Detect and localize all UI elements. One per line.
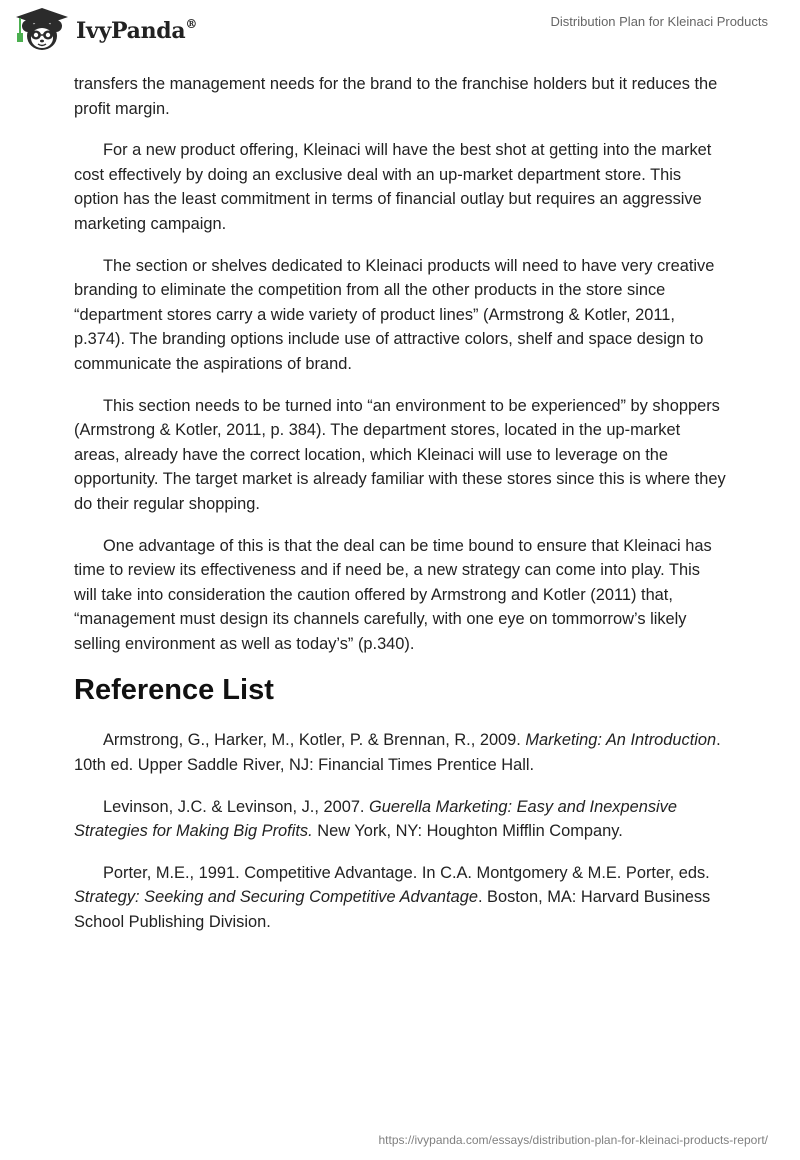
paragraph: This section needs to be turned into “an environment to be experienced” by shoppers (Armstrong & Kotler, 2011, p. 384). The department stores, located in the up-market areas, already have the correct location, which Kleinaci will use to leverage on the opportunity. The target market is already familiar with these stores since this is where they do their regular shopping. xyxy=(74,396,726,513)
ivypanda-logo[interactable] xyxy=(14,6,197,54)
panda-graduate-icon xyxy=(14,6,70,54)
reference-item: Armstrong, G., Harker, M., Kotler, P. & Brennan, R., 2009. Marketing: An Introduction. 10th ed. Upper Saddle River, NJ: Financial Times Prentice Hall. xyxy=(74,731,721,775)
document-title: Distribution Plan for Kleinaci Products xyxy=(550,14,768,29)
reference-item: Porter, M.E., 1991. Competitive Advantage. In C.A. Montgomery & M.E. Porter, eds. Strategy: Seeking and Securing Competitive Advantage. Boston, MA: Harvard Business School Publishing Division. xyxy=(74,863,711,932)
reference-list-heading: Reference List xyxy=(74,674,274,707)
paragraph: For a new product offering, Kleinaci will have the best shot at getting into the market cost effectively by doing an exclusive deal with an up-market department store. This option has the least commitment in terms of financial outlay but requires an aggressive marketing campaign. xyxy=(74,141,712,233)
paragraph: One advantage of this is that the deal can be time bound to ensure that Kleinaci has time to review its effectiveness and if need be, a new strategy can come into play. This will take into consideration the caution offered by Armstrong and Kotler (2011) that, “management must design its channels carefully, with one eye on tommorrow’s likely selling environment as well as today’s” (p.340). xyxy=(74,536,712,653)
reference-item: Levinson, J.C. & Levinson, J., 2007. Guerella Marketing: Easy and Inexpensive Strategies for Making Big Profits. New York, NY: Houghton Mifflin Company. xyxy=(74,797,677,841)
paragraph-continued: transfers the management needs for the brand to the franchise holders but it reduces the profit margin. xyxy=(74,75,718,118)
paragraph: The section or shelves dedicated to Kleinaci products will need to have very creative branding to eliminate the competition from all the other products in the store since “department stores carry a wide variety of product lines” (Armstrong & Kotler, 2011, p.374). The branding options include use of attractive colors, shelf and space design to communicate the aspirations of brand. xyxy=(74,256,715,373)
page-header xyxy=(0,0,800,70)
brand-name: IvyPanda® xyxy=(76,16,198,44)
source-url-link[interactable]: https://ivypanda.com/essays/distribution-plan-for-kleinaci-products-report/ xyxy=(378,1133,768,1147)
essay-body xyxy=(74,72,726,952)
